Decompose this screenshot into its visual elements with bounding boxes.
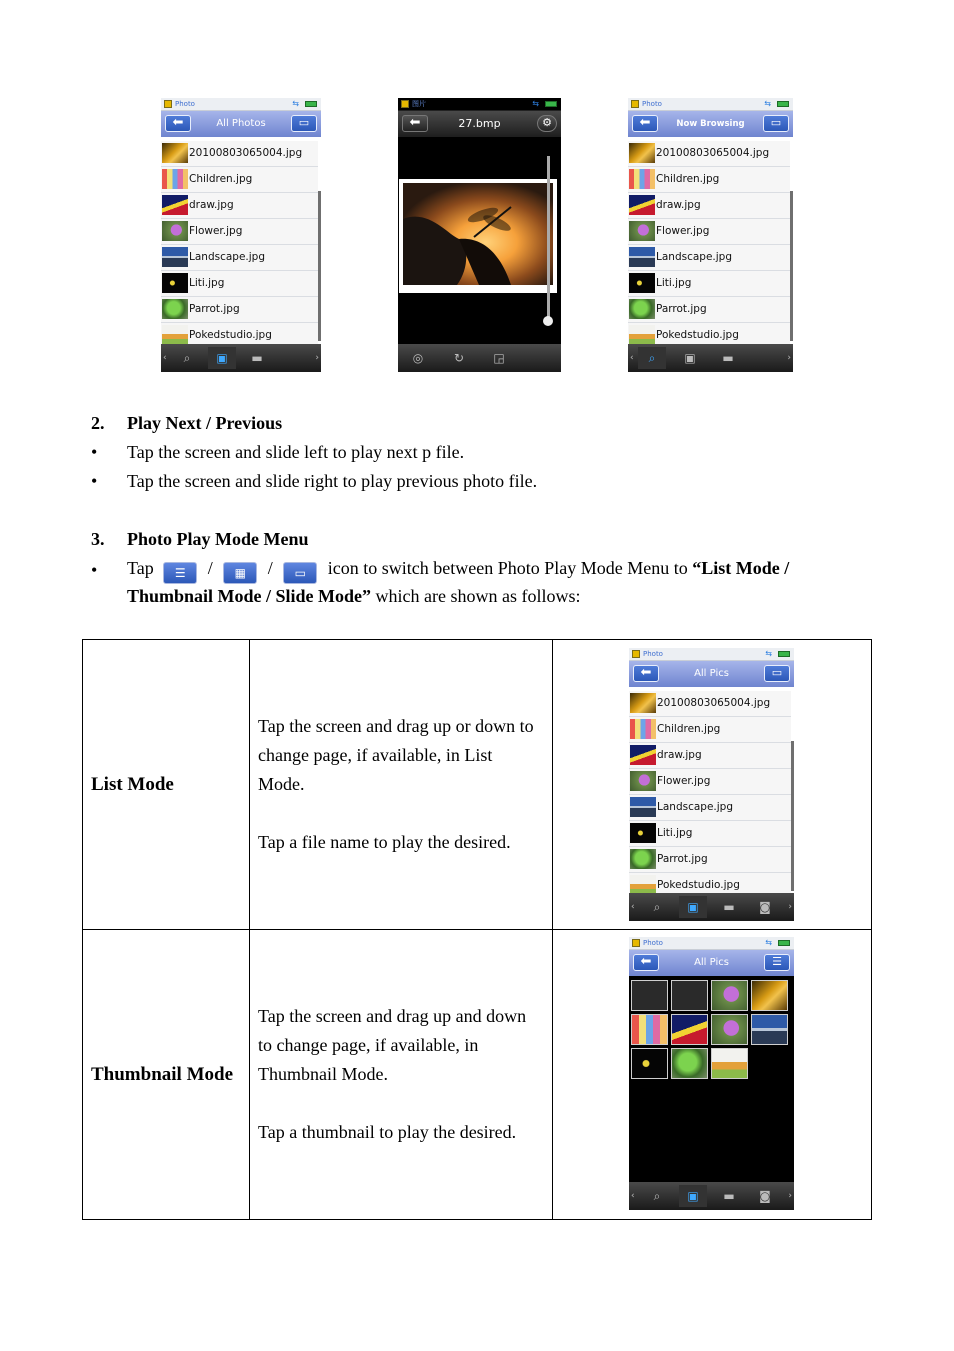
back-button[interactable] <box>633 665 659 682</box>
slash: / <box>267 558 273 578</box>
file-name: draw.jpg <box>656 199 701 211</box>
list-item[interactable] <box>628 141 790 167</box>
section3-modes-2: Thumbnail Mode / Slide Mode” <box>127 586 372 606</box>
list-item[interactable] <box>629 743 791 769</box>
rotate-icon[interactable]: ↻ <box>453 351 465 365</box>
thumbnail-item[interactable] <box>631 980 668 1011</box>
list-item[interactable] <box>629 769 791 795</box>
mode-desc-2: Tap a file name to play the desired. <box>258 832 511 852</box>
list-item[interactable] <box>629 717 791 743</box>
screen-title: 27.bmp <box>458 117 501 130</box>
slide-mode-button[interactable] <box>291 115 317 132</box>
file-thumbnail <box>630 875 656 895</box>
list-item[interactable] <box>628 193 790 219</box>
slide-mode-button[interactable] <box>763 115 789 132</box>
list-item[interactable] <box>161 141 318 167</box>
back-button[interactable] <box>633 954 659 971</box>
all-photos-tab-icon[interactable]: ▣ <box>679 896 707 918</box>
usb-icon: ⇆ <box>765 649 772 658</box>
mode-screenshot-cell <box>553 640 872 930</box>
list-item[interactable] <box>628 245 790 271</box>
search-icon[interactable]: ⌕ <box>183 351 191 365</box>
scrollbar[interactable] <box>318 191 321 341</box>
back-button[interactable] <box>632 115 658 132</box>
section3-line-1 <box>127 556 789 584</box>
file-thumbnail <box>629 273 655 293</box>
file-name: 20100803065004.jpg <box>189 147 303 159</box>
screen-now-browsing <box>628 98 793 372</box>
file-name: Liti.jpg <box>656 277 692 289</box>
bottom-toolbar <box>629 1182 794 1210</box>
file-thumbnail <box>630 693 656 713</box>
file-name: Landscape.jpg <box>657 801 733 813</box>
settings-icon: ⚙ <box>542 116 552 129</box>
battery-icon <box>778 940 790 946</box>
list-item[interactable] <box>628 271 790 297</box>
file-name: Pokedstudio.jpg <box>657 879 740 891</box>
chevron-right-icon[interactable]: › <box>788 1191 792 1201</box>
search-icon[interactable]: ⌕ <box>653 900 661 914</box>
file-list[interactable] <box>629 691 791 899</box>
camera-icon[interactable]: ◙ <box>759 1189 771 1203</box>
file-thumbnail <box>629 169 655 189</box>
usb-icon: ⇆ <box>292 99 299 108</box>
status-bar <box>628 98 793 111</box>
back-button[interactable] <box>165 115 191 132</box>
screen-thumbnail-mode <box>629 937 794 1210</box>
section2-bullet-2: Tap the screen and slide right to play previous photo file. <box>127 471 538 491</box>
slide-icon: ▭ <box>298 116 310 129</box>
thumbnail-item[interactable] <box>671 980 708 1011</box>
chevron-right-icon[interactable]: › <box>788 902 792 912</box>
list-mode-button[interactable] <box>163 562 197 584</box>
thumbnail-item[interactable] <box>671 1048 708 1079</box>
file-name: Parrot.jpg <box>656 303 707 315</box>
status-title: Photo <box>642 100 662 108</box>
scrollbar[interactable] <box>790 191 793 341</box>
folder-icon[interactable]: ▬ <box>722 351 734 365</box>
bullet: • <box>91 560 98 580</box>
battery-icon <box>545 101 557 107</box>
title-bar <box>161 111 321 137</box>
search-icon[interactable]: ◎ <box>412 351 424 365</box>
file-name: Pokedstudio.jpg <box>189 329 272 341</box>
section3-middle-text: icon to switch between Photo Play Mode Menu to <box>327 558 688 578</box>
title-bar <box>629 661 794 687</box>
slide-icon: ▭ <box>294 566 306 580</box>
folder-icon[interactable]: ▬ <box>251 351 263 365</box>
bullet: • <box>91 471 98 491</box>
all-photos-tab-icon[interactable]: ▣ <box>684 351 696 365</box>
mode-screenshot-cell <box>553 930 872 1220</box>
all-photos-tab-icon[interactable]: ▣ <box>679 1185 707 1207</box>
photo-frame[interactable] <box>399 179 557 293</box>
search-icon[interactable]: ⌕ <box>638 347 666 369</box>
mode-description <box>250 930 553 1220</box>
section2-heading: Play Next / Previous <box>127 413 283 433</box>
section2-number: 2. <box>91 413 105 433</box>
file-name: 20100803065004.jpg <box>657 697 771 709</box>
tap-text: Tap <box>127 558 154 578</box>
file-thumbnail <box>630 771 656 791</box>
table-row <box>83 640 872 930</box>
slide-mode-button[interactable] <box>764 665 790 682</box>
list-item[interactable] <box>628 167 790 193</box>
zoom-slider-thumb[interactable] <box>543 316 553 326</box>
thumbnail-item[interactable] <box>711 1048 748 1079</box>
mode-label: Thumbnail Mode <box>83 930 250 1220</box>
thumbnail-item[interactable] <box>631 1048 668 1079</box>
chevron-left-icon[interactable]: ‹ <box>630 353 634 363</box>
mode-desc-2: Tap a thumbnail to play the desired. <box>258 1122 517 1142</box>
chevron-left-icon[interactable]: ‹ <box>163 353 167 363</box>
bottom-toolbar <box>628 344 793 372</box>
file-thumbnail <box>162 169 188 189</box>
zoom-slider[interactable] <box>547 156 550 324</box>
mode-desc-1: Tap the screen and drag up and down to change page, if available, in Thumbnail Mode. <box>258 1006 527 1084</box>
title-bar <box>398 111 561 137</box>
section3-modes-1: “List Mode / <box>692 558 790 578</box>
thumbnail-mode-button[interactable] <box>223 562 257 584</box>
list-item[interactable] <box>629 821 791 847</box>
screen-title: All Pics <box>694 957 729 968</box>
file-name: Flower.jpg <box>657 775 711 787</box>
back-arrow-icon: ⬅ <box>639 115 651 130</box>
play-mode-table <box>82 639 872 1220</box>
folder-icon[interactable]: ▬ <box>723 900 735 914</box>
list-item[interactable] <box>161 193 318 219</box>
file-thumbnail <box>630 823 656 843</box>
chevron-right-icon[interactable]: › <box>787 353 791 363</box>
back-arrow-icon: ⬅ <box>640 954 652 969</box>
list-item[interactable] <box>628 297 790 323</box>
table-row <box>83 930 872 1220</box>
thumbnail-item[interactable] <box>751 980 788 1011</box>
slide-mode-button[interactable] <box>283 562 317 584</box>
chevron-left-icon[interactable]: ‹ <box>631 902 635 912</box>
section2-bullet-1: Tap the screen and slide left to play next p file. <box>127 442 465 462</box>
list-item[interactable] <box>629 847 791 873</box>
status-bar <box>398 98 561 111</box>
status-title: Photo <box>643 939 663 947</box>
slide-icon: ▭ <box>770 116 782 129</box>
file-thumbnail <box>162 195 188 215</box>
file-name: Landscape.jpg <box>189 251 265 263</box>
status-title: Photo <box>643 650 663 658</box>
thumbnail-item[interactable] <box>671 1014 708 1045</box>
chevron-left-icon[interactable]: ‹ <box>631 1191 635 1201</box>
list-item[interactable] <box>161 271 318 297</box>
file-thumbnail <box>629 143 655 163</box>
battery-icon <box>777 101 789 107</box>
resize-icon[interactable]: ◲ <box>493 351 505 365</box>
file-thumbnail <box>162 299 188 319</box>
file-name: Children.jpg <box>189 173 253 185</box>
photo-app-icon <box>164 100 172 108</box>
screen-all-photos <box>161 98 321 372</box>
scrollbar[interactable] <box>791 741 794 891</box>
section3-number: 3. <box>91 529 105 549</box>
file-thumbnail <box>630 797 656 817</box>
file-thumbnail <box>629 195 655 215</box>
list-icon: ☰ <box>772 955 782 968</box>
dragonfly-photo <box>399 179 557 293</box>
file-name: draw.jpg <box>189 199 234 211</box>
file-thumbnail <box>629 221 655 241</box>
status-title: 图片 <box>412 100 426 108</box>
battery-icon <box>778 651 790 657</box>
file-thumbnail <box>630 719 656 739</box>
photo-app-icon <box>401 100 409 108</box>
file-thumbnail <box>629 299 655 319</box>
file-list[interactable] <box>628 141 790 349</box>
file-name: 20100803065004.jpg <box>656 147 770 159</box>
slide-icon: ▭ <box>771 666 783 679</box>
bullet: • <box>91 442 98 462</box>
all-photos-tab-icon[interactable]: ▣ <box>208 347 236 369</box>
file-name: Liti.jpg <box>189 277 225 289</box>
list-item[interactable] <box>161 297 318 323</box>
thumbnail-item[interactable] <box>631 1014 668 1045</box>
back-arrow-icon: ⬅ <box>640 665 652 680</box>
file-name: Flower.jpg <box>189 225 243 237</box>
file-thumbnail <box>629 325 655 345</box>
settings-button[interactable] <box>537 115 557 132</box>
section3-tail-text: which are shown as follows: <box>375 586 581 606</box>
thumbnail-grid-icon: ▦ <box>234 566 246 580</box>
file-name: Liti.jpg <box>657 827 693 839</box>
usb-icon: ⇆ <box>764 99 771 108</box>
list-item[interactable] <box>629 691 791 717</box>
file-name: Pokedstudio.jpg <box>656 329 739 341</box>
bottom-toolbar <box>398 344 561 372</box>
file-list[interactable] <box>161 141 318 349</box>
mode-label: List Mode <box>83 640 250 930</box>
list-icon: ☰ <box>174 566 186 580</box>
battery-icon <box>305 101 317 107</box>
list-item[interactable] <box>629 795 791 821</box>
file-name: draw.jpg <box>657 749 702 761</box>
status-bar <box>629 648 794 661</box>
mode-desc-1: Tap the screen and drag up or down to change page, if available, in List Mode. <box>258 716 534 794</box>
file-thumbnail <box>629 247 655 267</box>
photo-app-icon <box>632 939 640 947</box>
usb-icon: ⇆ <box>765 938 772 947</box>
folder-icon[interactable]: ▬ <box>723 1189 735 1203</box>
file-name: Parrot.jpg <box>657 853 708 865</box>
bottom-toolbar <box>629 893 794 921</box>
bottom-toolbar <box>161 344 321 372</box>
file-thumbnail <box>630 745 656 765</box>
status-bar <box>161 98 321 111</box>
mode-description <box>250 640 553 930</box>
photo-app-icon <box>632 650 640 658</box>
file-name: Children.jpg <box>656 173 720 185</box>
file-name: Parrot.jpg <box>189 303 240 315</box>
thumbnail-item[interactable] <box>711 980 748 1011</box>
list-item[interactable] <box>161 219 318 245</box>
back-button[interactable] <box>402 115 428 132</box>
screen-list-mode <box>629 648 794 921</box>
file-thumbnail <box>162 143 188 163</box>
file-thumbnail <box>162 221 188 241</box>
section3-line-2 <box>127 584 581 608</box>
list-mode-button[interactable] <box>764 954 790 971</box>
list-item[interactable] <box>161 167 318 193</box>
slash: / <box>207 558 213 578</box>
usb-icon: ⇆ <box>532 99 539 108</box>
thumbnail-item[interactable] <box>711 1014 748 1045</box>
status-bar <box>629 937 794 950</box>
title-bar <box>628 111 793 137</box>
screen-title: All Photos <box>216 118 266 129</box>
thumbnail-item[interactable] <box>751 1014 788 1045</box>
status-title: Photo <box>175 100 195 108</box>
camera-icon[interactable]: ◙ <box>759 900 771 914</box>
file-thumbnail <box>162 273 188 293</box>
file-thumbnail <box>162 247 188 267</box>
screen-slide-view <box>398 98 561 372</box>
screen-title: All Pics <box>694 668 729 679</box>
file-name: Flower.jpg <box>656 225 710 237</box>
file-name: Landscape.jpg <box>656 251 732 263</box>
file-name: Children.jpg <box>657 723 721 735</box>
search-icon[interactable]: ⌕ <box>653 1189 661 1203</box>
title-bar <box>629 950 794 976</box>
back-arrow-icon: ⬅ <box>409 115 421 130</box>
list-item[interactable] <box>628 219 790 245</box>
photo-app-icon <box>631 100 639 108</box>
screen-title: Now Browsing <box>676 119 745 129</box>
list-item[interactable] <box>161 245 318 271</box>
file-thumbnail <box>630 849 656 869</box>
section3-heading: Photo Play Mode Menu <box>127 529 309 549</box>
back-arrow-icon: ⬅ <box>172 115 184 130</box>
file-thumbnail <box>162 325 188 345</box>
chevron-right-icon[interactable]: › <box>315 353 319 363</box>
